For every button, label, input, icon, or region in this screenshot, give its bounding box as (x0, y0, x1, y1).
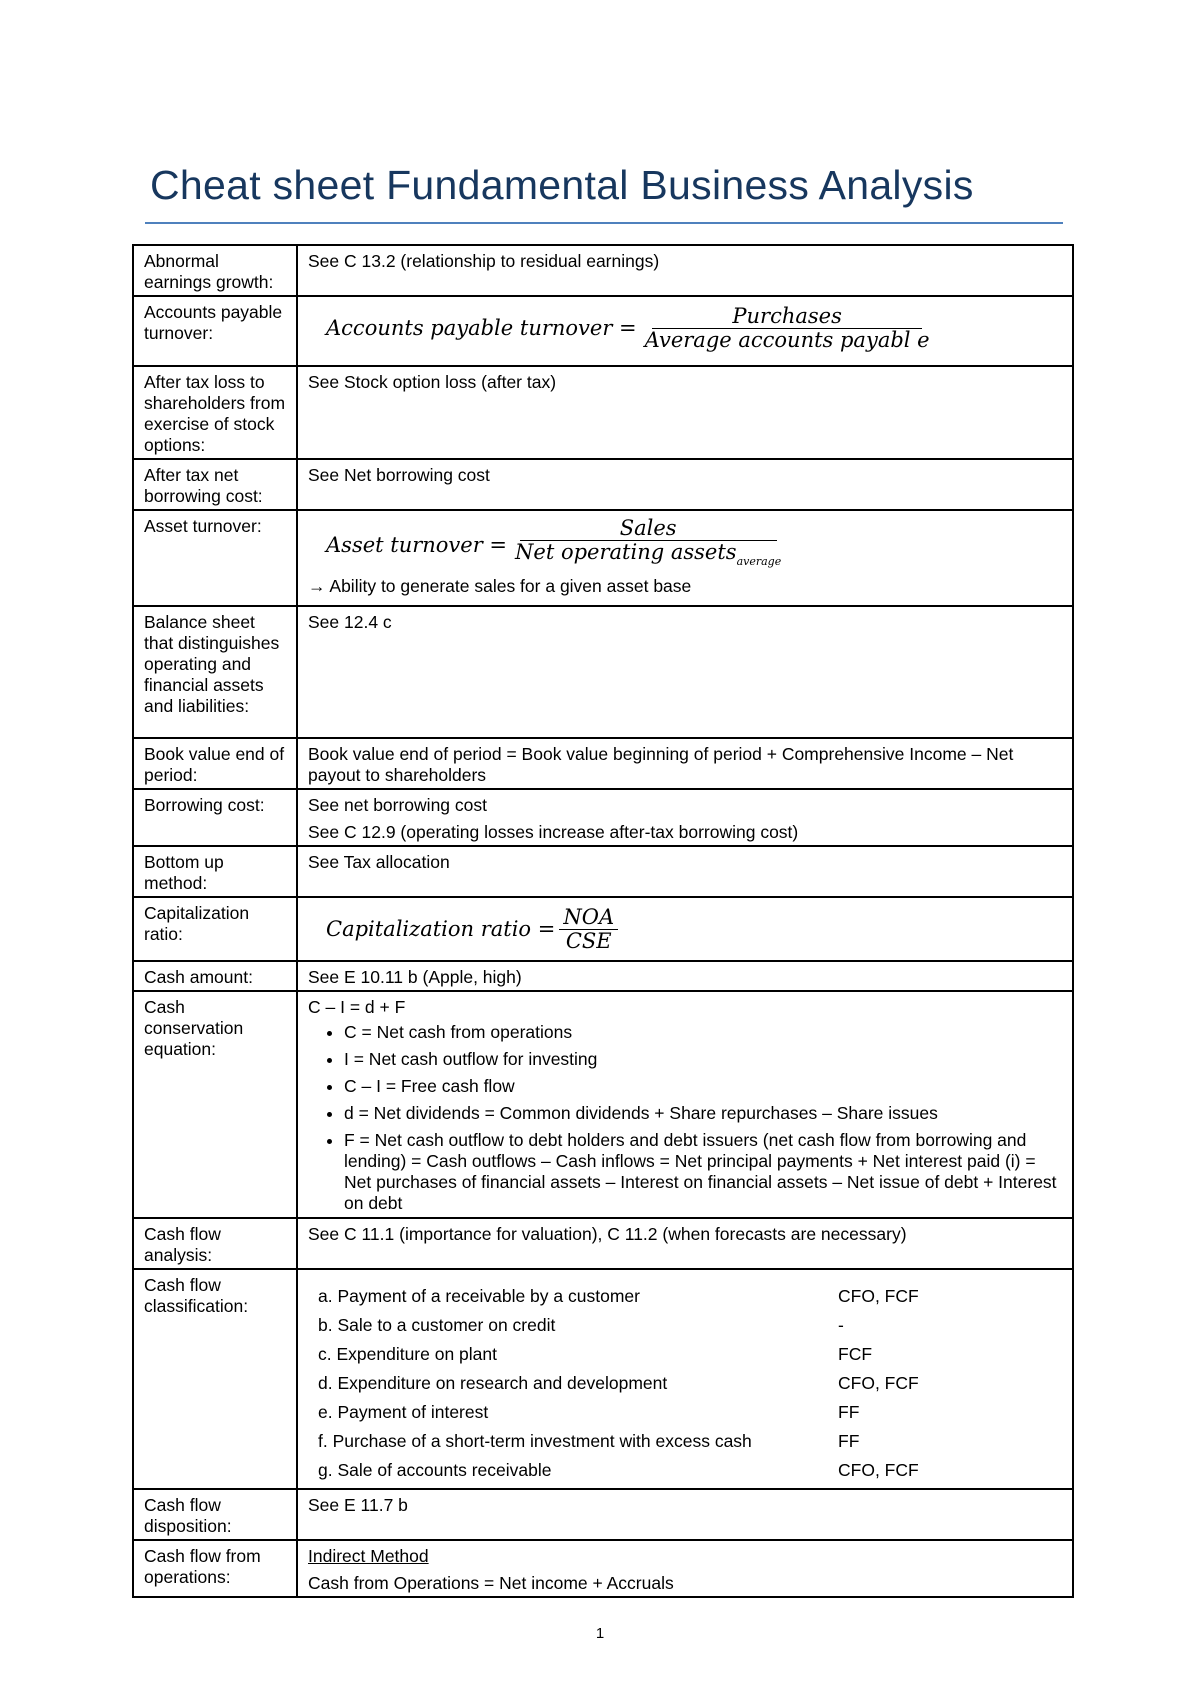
glossary-table (132, 244, 1074, 1598)
table-row (133, 1489, 1073, 1540)
table-row (133, 846, 1073, 897)
definition-cell (297, 991, 1073, 1218)
definition-cell (297, 1269, 1073, 1489)
title-underline (145, 222, 1063, 224)
classification-item: e. Payment of interest (318, 1402, 489, 1422)
formula-subscript: average (736, 555, 782, 568)
term-cell: Cash flow disposition: (133, 1489, 297, 1540)
classification-category: CFO, FCF (838, 1286, 919, 1306)
table-row (133, 789, 1073, 846)
term-cell: Accounts payable turnover: (133, 296, 297, 366)
term-cell: Cash amount: (133, 961, 297, 991)
term-cell: Cash flow analysis: (133, 1218, 297, 1269)
term-cell: Bottom up method: (133, 846, 297, 897)
definition-cell: See E 10.11 b (Apple, high) (297, 961, 1073, 991)
classification-category: CFO, FCF (838, 1373, 919, 1393)
formula-denominator: Average accounts payabl e (644, 328, 930, 352)
table-row (133, 1218, 1073, 1269)
classification-row (308, 1312, 948, 1341)
classification-category: CFO, FCF (838, 1460, 919, 1480)
page-title: Cheat sheet Fundamental Business Analysis (150, 162, 974, 208)
formula-lhs: Asset turnover = (326, 532, 508, 557)
table-row (133, 738, 1073, 789)
formula-denominator: Net operating assets$_{average}$ (515, 540, 782, 568)
table-row (133, 991, 1073, 1218)
term-cell: Cash conservation equation: (133, 991, 297, 1218)
cash-conservation-list (308, 1022, 1062, 1214)
asset-turnover-note: → Ability to generate sales for a given asset base (308, 576, 692, 596)
classification-category: - (838, 1315, 844, 1335)
term-cell: Book value end of period: (133, 738, 297, 789)
classification-item: a. Payment of a receivable by a customer (318, 1286, 640, 1306)
table-row (133, 1269, 1073, 1489)
classification-row (308, 1457, 948, 1486)
definition-cell (297, 789, 1073, 846)
cash-conservation-equation: C – I = d + F (308, 997, 406, 1017)
classification-row (308, 1370, 948, 1399)
definition-cell (297, 1540, 1073, 1597)
definition-cell (297, 897, 1073, 961)
definition-cell: See E 11.7 b (297, 1489, 1073, 1540)
classification-item: b. Sale to a customer on credit (318, 1315, 556, 1335)
classification-category: FF (838, 1402, 860, 1422)
list-item: • C = Net cash from operations (344, 1022, 1062, 1043)
definition-cell (297, 296, 1073, 366)
term-cell: Cash flow from operations: (133, 1540, 297, 1597)
term-cell: Balance sheet that distinguishes operating and financial assets and liabilities: (133, 606, 297, 738)
classification-category: FF (838, 1431, 860, 1451)
list-item: • I = Net cash outflow for investing (344, 1049, 1062, 1070)
term-cell: Abnormal earnings growth: (133, 245, 297, 296)
term-cell: Cash flow classification: (133, 1269, 297, 1489)
table-row (133, 1540, 1073, 1597)
formula-denominator: CSE (565, 929, 612, 953)
definition-line: Cash from Operations = Net income + Accruals (308, 1573, 674, 1593)
classification-row (308, 1283, 948, 1312)
table-row (133, 897, 1073, 961)
term-cell: Capitalization ratio: (133, 897, 297, 961)
table-row (133, 459, 1073, 510)
definition-cell: See Stock option loss (after tax) (297, 366, 1073, 459)
list-item: • C – I = Free cash flow (344, 1076, 1062, 1097)
definition-cell: See C 13.2 (relationship to residual earnings) (297, 245, 1073, 296)
term-cell: After tax net borrowing cost: (133, 459, 297, 510)
definition-cell: See Net borrowing cost (297, 459, 1073, 510)
term-cell: After tax loss to shareholders from exercise of stock options: (133, 366, 297, 459)
definition-line: See net borrowing cost (308, 795, 487, 815)
formula-fraction (641, 306, 934, 351)
term-cell: Asset turnover: (133, 510, 297, 606)
classification-item: g. Sale of accounts receivable (318, 1460, 552, 1480)
page-number: 1 (595, 1625, 605, 1642)
classification-row (308, 1428, 948, 1457)
table-row (133, 366, 1073, 459)
formula-fraction (511, 518, 785, 572)
list-item: • F = Net cash outflow to debt holders and debt issuers (net cash flow from borrowing and lending) = Cash outflows – Cash inflows = Net principal payments + Net interest paid (i) = Net purchases of financial assets – Interest on financial assets – Net issue of debt + Interest on debt (344, 1130, 1062, 1214)
cash-flow-classification-table (308, 1283, 948, 1486)
formula-lhs: Accounts payable turnover = (326, 316, 637, 340)
formula-numerator: NOA (559, 907, 618, 930)
classification-row (308, 1399, 948, 1428)
accounts-payable-turnover-formula (326, 306, 1062, 351)
classification-category: FCF (838, 1344, 873, 1364)
classification-item: d. Expenditure on research and development (318, 1373, 668, 1393)
table-row (133, 961, 1073, 991)
definition-cell: See 12.4 c (297, 606, 1073, 738)
definition-cell: Book value end of period = Book value beginning of period + Comprehensive Income – Net payout to shareholders (297, 738, 1073, 789)
formula-numerator: Sales (520, 518, 777, 541)
indirect-method-heading: Indirect Method (308, 1546, 429, 1566)
capitalization-ratio-formula (326, 907, 1062, 952)
classification-item: f. Purchase of a short-term investment with excess cash (318, 1431, 752, 1451)
definition-line: See C 12.9 (operating losses increase after-tax borrowing cost) (308, 822, 799, 842)
classification-row (308, 1341, 948, 1370)
definition-cell (297, 510, 1073, 606)
formula-fraction (559, 907, 618, 952)
asset-turnover-formula (326, 518, 1062, 572)
table-row (133, 510, 1073, 606)
definition-cell: See C 11.1 (importance for valuation), C 11.2 (when forecasts are necessary) (297, 1218, 1073, 1269)
list-item: • d = Net dividends = Common dividends + Share repurchases – Share issues (344, 1103, 1062, 1124)
term-cell: Borrowing cost: (133, 789, 297, 846)
classification-item: c. Expenditure on plant (318, 1344, 498, 1364)
formula-numerator: Purchases (652, 306, 921, 329)
table-row (133, 606, 1073, 738)
table-row (133, 245, 1073, 296)
table-row (133, 296, 1073, 366)
formula-lhs: Capitalization ratio = (326, 917, 556, 941)
definition-cell: See Tax allocation (297, 846, 1073, 897)
